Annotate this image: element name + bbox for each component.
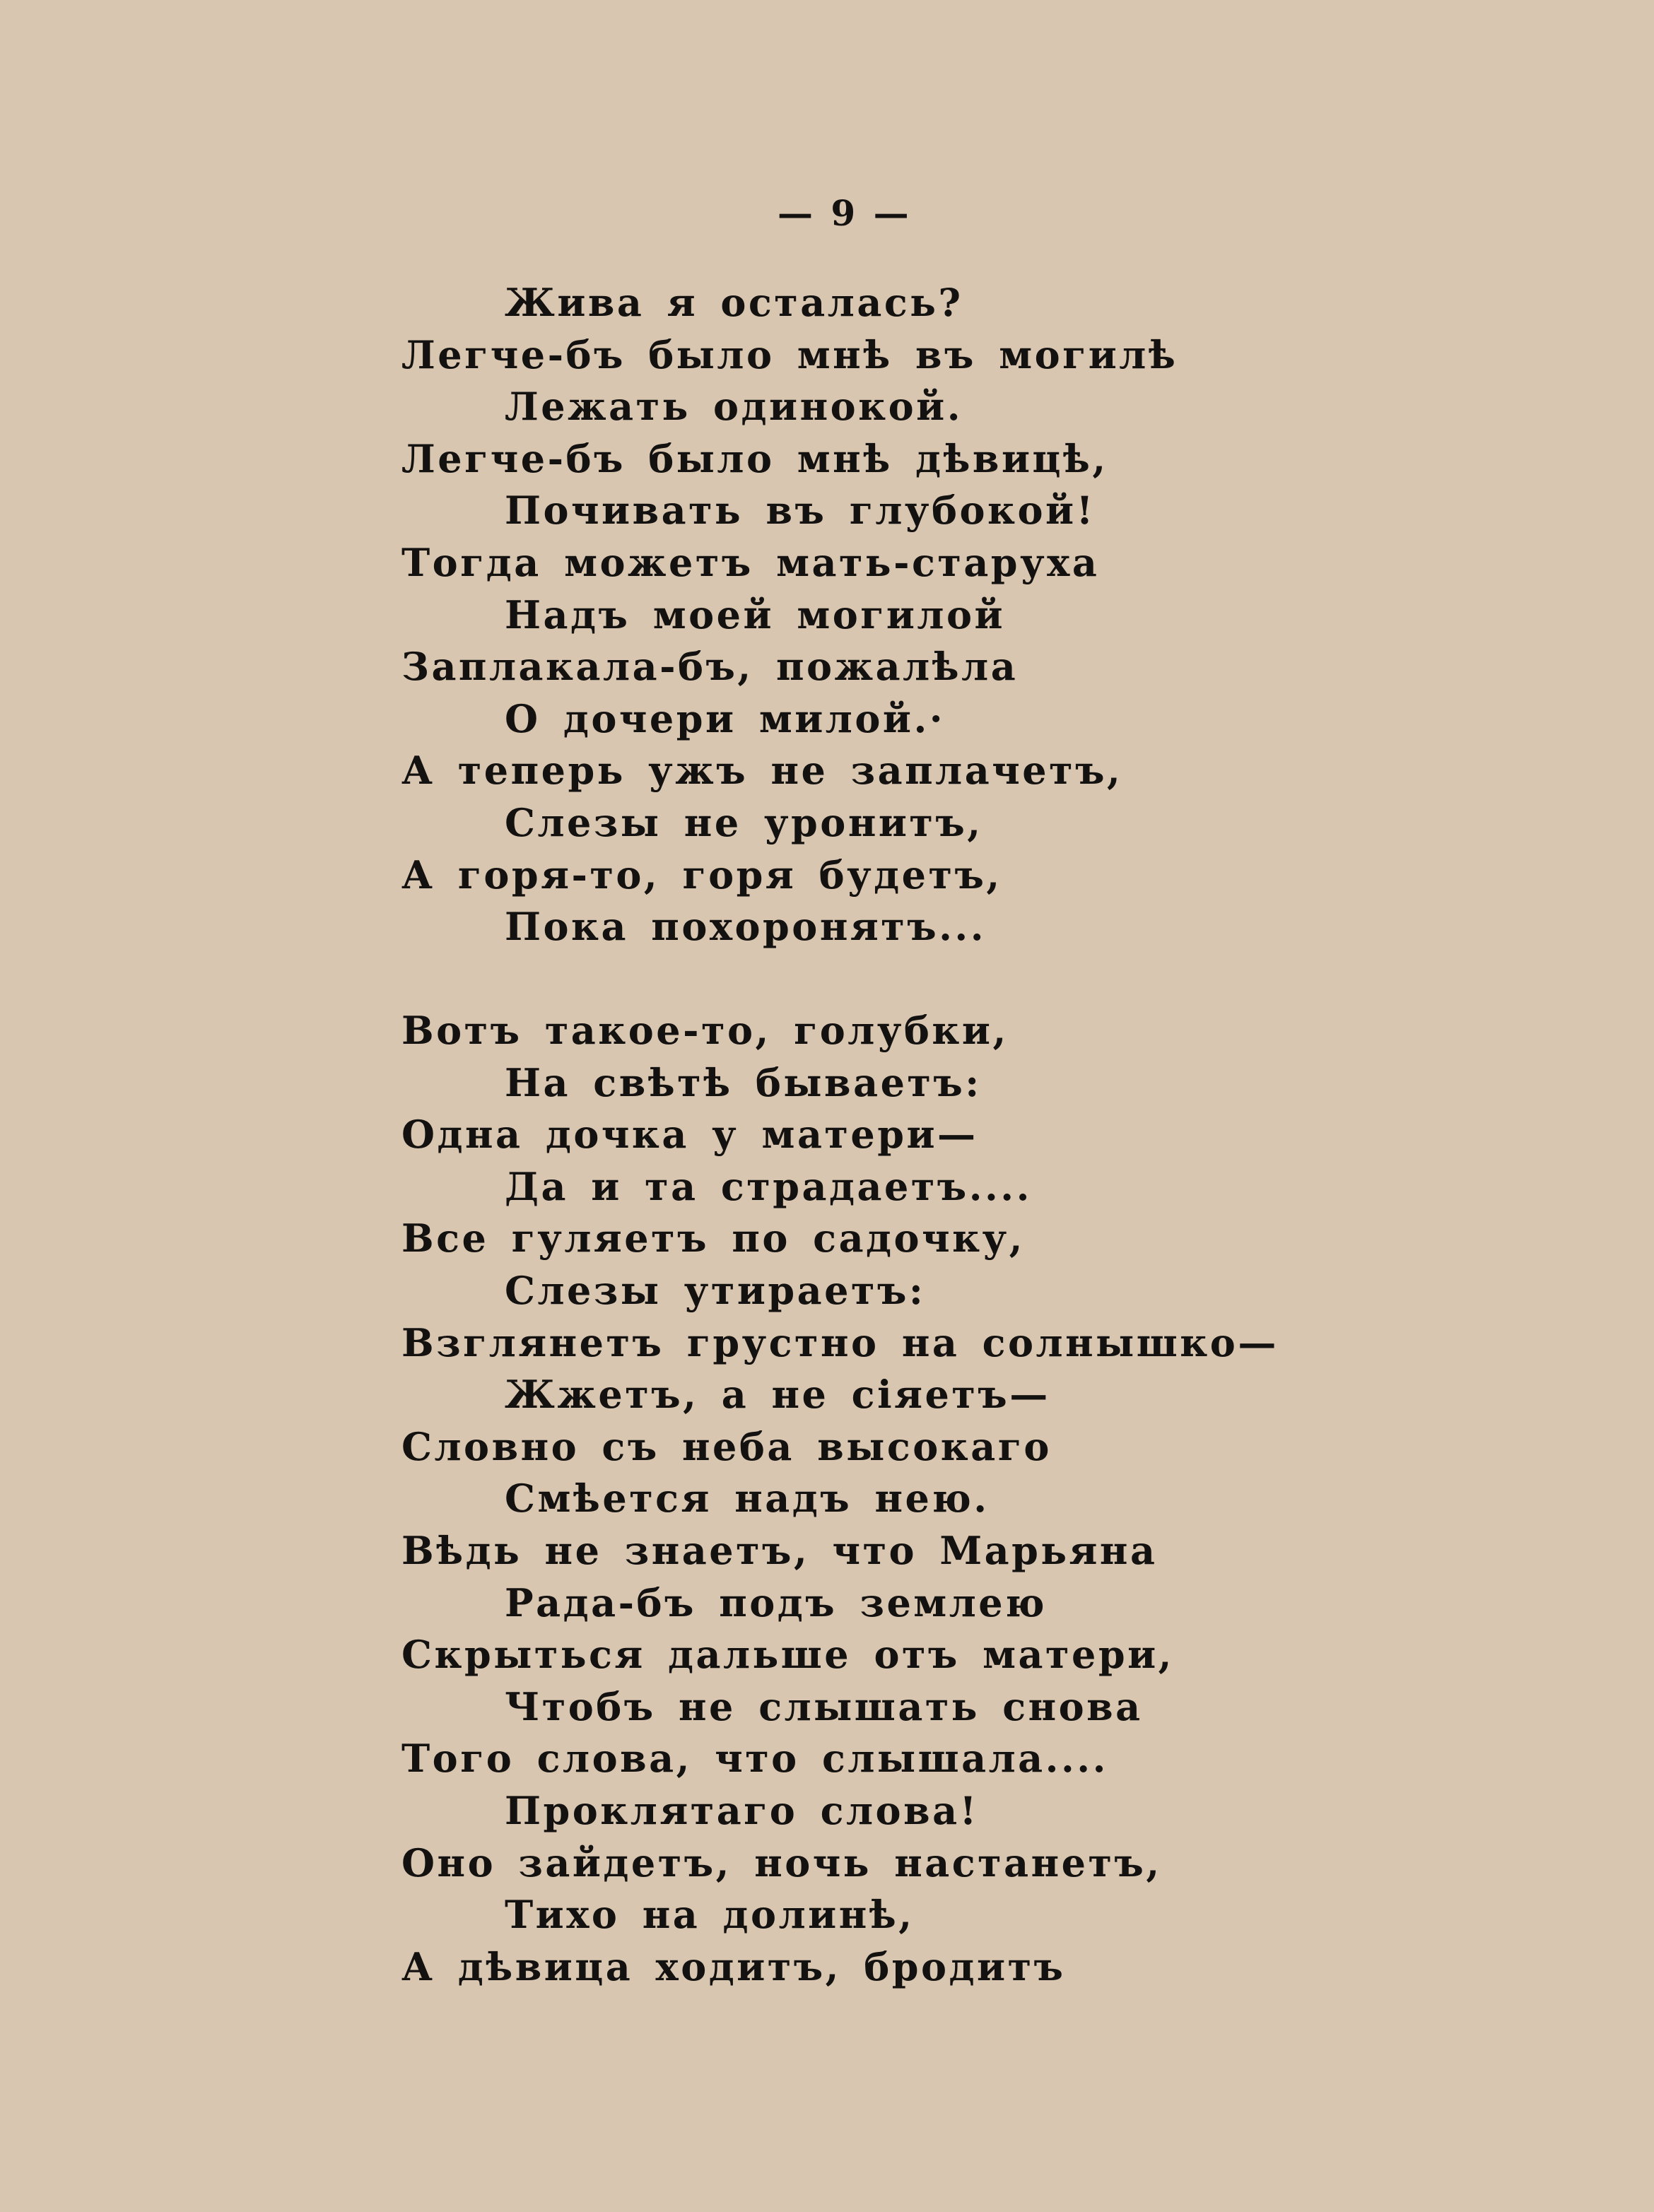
poem-line: Вотъ такое-то, голубки, xyxy=(401,1008,1009,1053)
poem-line: А дѣвица ходитъ, бродитъ xyxy=(401,1943,1066,1989)
stanza xyxy=(401,277,1236,953)
poem-line: Пока похоронятъ... xyxy=(505,904,987,950)
poem-line: Одна дочка у матери— xyxy=(401,1112,978,1158)
poem-line: Лежать одинокой. xyxy=(505,384,963,430)
poem-line: Заплакала-бъ, пожалѣла xyxy=(401,644,1019,690)
poem-line: На свѣтѣ бываетъ: xyxy=(505,1059,982,1105)
poem-line: Смѣется надъ нею. xyxy=(505,1476,990,1522)
poem-line: Да и та страдаетъ.... xyxy=(505,1163,1032,1209)
poem-line: Чтобъ не слышать снова xyxy=(505,1683,1143,1729)
poem-line: Тогда можетъ мать-старуха xyxy=(401,539,1100,585)
poem-line: Слезы утираетъ: xyxy=(505,1267,926,1313)
poem-line: Жива я осталась? xyxy=(505,280,963,325)
poem-line: О дочери милой.· xyxy=(505,695,946,741)
poem-line: Скрыться дальше отъ матери, xyxy=(401,1632,1174,1678)
poem-line: Проклятаго слова! xyxy=(505,1787,979,1833)
stanza xyxy=(401,1005,1279,1993)
poem-line: Все гуляетъ по садочку, xyxy=(401,1216,1025,1261)
poem-line: Рада-бъ подъ землею xyxy=(505,1579,1048,1625)
poem-line: Словно съ неба высокаго xyxy=(401,1423,1052,1469)
poem-line: Вѣдь не знаетъ, что Марьяна xyxy=(401,1527,1158,1573)
poem-line: Того слова, что слышала.... xyxy=(401,1736,1108,1782)
poem-line: Оно зайдетъ, ночь настанетъ, xyxy=(401,1840,1162,1886)
poem-line: Взглянетъ грустно на солнышко— xyxy=(401,1319,1279,1365)
poem-line: Почивать въ глубокой! xyxy=(505,488,1096,534)
poem-line: Тихо на долинѣ, xyxy=(505,1892,915,1938)
poem-line: А горя-то, горя будетъ, xyxy=(401,852,1002,898)
poem-line: Легче-бъ было мнѣ дѣвицѣ, xyxy=(401,435,1108,481)
page-number: — 9 — xyxy=(778,192,912,234)
poem-line: Легче-бъ было мнѣ въ могилѣ xyxy=(401,331,1178,377)
poem-line: Надъ моей могилой xyxy=(505,592,1006,637)
poem-line: Жжетъ, а не сіяетъ— xyxy=(505,1372,1050,1418)
poem-line: А теперь ужъ не заплачетъ, xyxy=(401,748,1123,794)
poem-line: Слезы не уронитъ, xyxy=(505,799,983,845)
